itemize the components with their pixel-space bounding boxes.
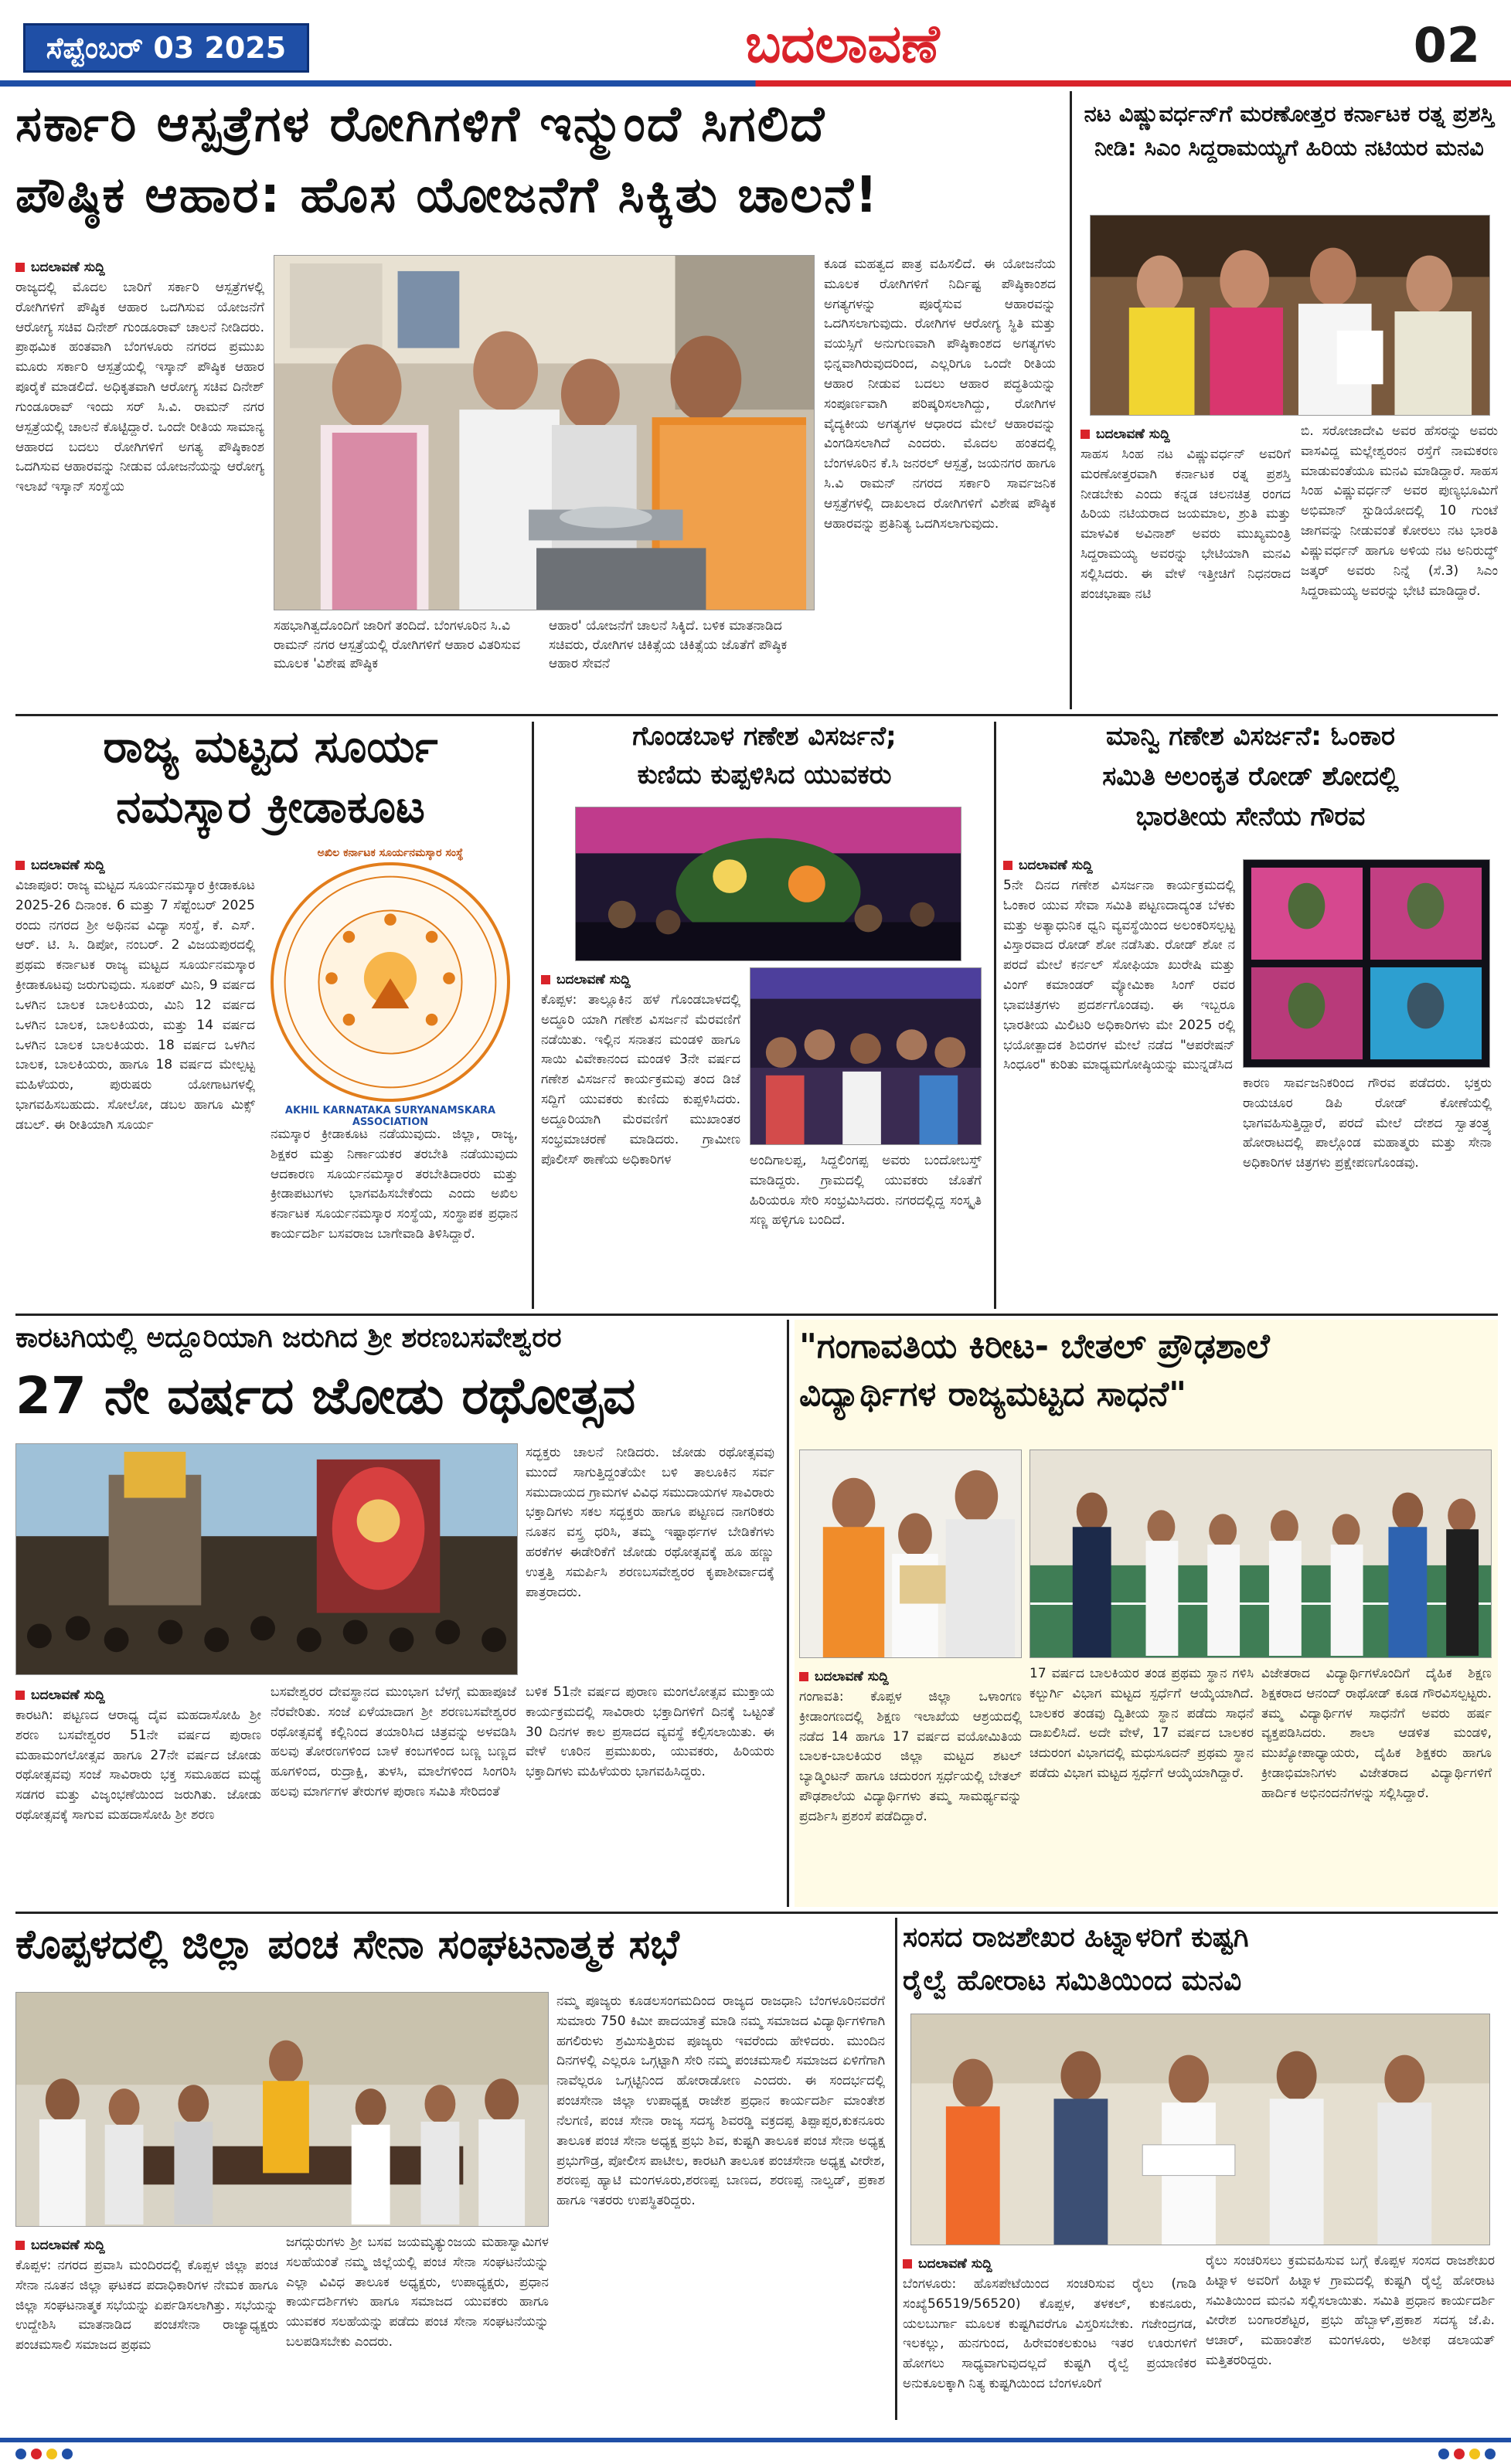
story-surya-text-1: ವಿಜಾಪೂರ: ರಾಜ್ಯ ಮಟ್ಟದ ಸೂರ್ಯನಮಸ್ಕಾರ ಕ್ರೀಡಾಕೂಟ 2025-26 ದಿನಾಂಕ. 6 ಮತ್ತು 7 ಸೆಪ್ಟೆಂಬರ್ 2025 ರಂದು ನಗರದ ಶ್ರೀ ಅಥಿನವ ವಿದ್ಯಾ ಸಂಸ್ಥೆ, ಕೆ. ಎಸ್. ಆರ್. ಟಿ. ಸಿ. ಡಿಪೋ, ನಂಬರ್. 2 ವಿಜಯಪುರದಲ್ಲಿ ಪ್ರಥಮ ಕರ್ನಾಟಕ ರಾಜ್ಯ ಮಟ್ಟದ ಸೂರ್ಯನಮಸ್ಕಾರ ಕ್ರೀಡಾಕೂಟವು ಜರುಗುವುದು. ಸೂಪರ್ ಮಿನಿ, 9 ವರ್ಷದ ಒಳಗಿನ ಬಾಲಕ ಬಾಲಕಿಯರು, ಮಿನಿ 12 ವರ್ಷದ ಒಳಗಿನ ಬಾಲಕ, ಬಾಲಕಿಯರು, ಮತ್ತು 14 ವರ್ಷದ ಒಳಗಿನ ಬಾಲಕ ಬಾಲಕಿಯರು. 18 ವರ್ಷದ ಒಳಗಿನ ಬಾಲಕ, ಬಾಲಕಿಯರು, ಹಾಗೂ 18 ವರ್ಷದ ಮೇಲ್ಪಟ್ಟ ಮಹಿಳೆಯರು, ಪುರುಷರು ಯೋಗಾಟಗಳಲ್ಲಿ ಭಾಗವಹಿಸಬಹುದು. ಸೋಲೋ, ಡಬಲ ಹಾಗೂ ಮಿಕ್ಸ್ ಡಬಲ್. ಈ ರೀತಿಯಾಗಿ ಸೂರ್ಯ (15, 878, 255, 1133)
story-gondabala-col2 (750, 1151, 982, 1306)
photo-minister-serving-food (274, 255, 815, 610)
story-gondabala-text-2: ಅಂದಿಗಾಲಪ್ಪ, ಸಿದ್ದಲಿಂಗಪ್ಪ ಅವರು ಬಂದೋಬಸ್ತ್ ಮಾಡಿದ್ದರು. ಗ್ರಾಮದಲ್ಲಿ ಯುವಕರು ಜೊತೆಗೆ ಹಿರಿಯರೂ ಸೇರಿ ಸಂಭ್ರಮಿಸಿದರು. ನಗರದಲ್ಲಿದ್ದ ಸಂಸ್ಕೃತಿ ಸಣ್ಣ ಹಳ್ಳಿಗೂ ಬಂದಿದೆ. (750, 1153, 982, 1229)
story-hospital-text-3: ಕೂಡ ಮಹತ್ವದ ಪಾತ್ರ ವಹಿಸಲಿದೆ. ಈ ಯೋಜನೆಯ ಮೂಲಕ ರೋಗಿಗಳಿಗೆ ನಿರ್ದಿಷ್ಟ ಪೌಷ್ಠಿಕಾಂಶದ ಅಗತ್ಯಗಳನ್ನು ಪೂರೈಸುವ ಆಹಾರವನ್ನು ಒದಗಿಸಲಾಗುವುದು. ರೋಗಿಗಳ ಆರೋಗ್ಯ ಸ್ಥಿತಿ ಮತ್ತು ವಯಸ್ಸಿಗೆ ಅನುಗುಣವಾಗಿ ಪೌಷ್ಠಿಕಾಂಶದ ಅಗತ್ಯಗಳು ಭಿನ್ನವಾಗಿರುವುದರಿಂದ, ಎಲ್ಲರಿಗೂ ಒಂದೇ ರೀತಿಯ ಆಹಾರ ನೀಡುವ ಬದಲು ಆಹಾರ ಪದ್ಧತಿಯನ್ನು ಸಂಪೂರ್ಣವಾಗಿ ಪರಿಷ್ಕರಿಸಲಾಗಿದ್ದು, ರೋಗಿಗಳ ವೈದ್ಯಕೀಯ ಅಗತ್ಯಗಳ ಆಧಾರದ ಮೇಲೆ ಆಹಾರವನ್ನು ವಿಂಗಡಿಸಲಾಗಿದೆ ಎಂದರು. ಮೊದಲ ಹಂತದಲ್ಲಿ ಬೆಂಗಳೂರಿನ ಕೆ.ಸಿ ಜನರಲ್ ಆಸ್ಪತ್ರೆ, ಜಯನಗರ ಹಾಗೂ ಸಿ.ವಿ ರಾಮನ್ ನಗರದ ಸರ್ಕಾರಿ ಸಾರ್ವಜನಿಕ ಆಸ್ಪತ್ರೆಗಳಲ್ಲಿ ದಾಖಲಾದ ರೋಗಿಗಳಿಗೆ ವಿಶೇಷ ಪೌಷ್ಠಿಕ ಆಹಾರವನ್ನು ಪ್ರತಿನಿತ್ಯ ಒದಗಿಸಲಾಗುವುದು. (824, 257, 1056, 532)
byline-square-icon (903, 2259, 912, 2269)
story-karatagi-col1 (15, 1683, 261, 1904)
story-manvi-headline-3: ಭಾರತೀಯ ಸೇನೆಯ ಗೌರವ (1135, 801, 1366, 832)
story-manvi-col2 (1243, 1074, 1492, 1306)
story-panchsena-col2 (286, 2233, 549, 2417)
byline: ಬದಲಾವಣೆ ಸುದ್ದಿ (799, 1669, 1022, 1684)
story-hospital-text-1: ರಾಜ್ಯದಲ್ಲಿ ಮೊದಲ ಬಾರಿಗೆ ಸರ್ಕಾರಿ ಆಸ್ಪತ್ರೆಗಳಲ್ಲಿ ರೋಗಿಗಳಿಗೆ ಪೌಷ್ಠಿಕ ಆಹಾರ ಒದಗಿಸುವ ಯೋಜನೆಗೆ ಆರೋಗ್ಯ ಸಚಿವ ದಿನೇಶ್ ಗುಂಡೂರಾವ್ ಚಾಲನೆ ನೀಡಿದರು. ಪ್ರಾಥಮಿಕ ಹಂತವಾಗಿ ಬೆಂಗಳೂರು ನಗರದ ಪ್ರಮುಖ ಮೂರು ಸರ್ಕಾರಿ ಆಸ್ಪತ್ರೆಯಲ್ಲಿ ಇಸ್ಕಾನ್ ಪೌಷ್ಠಿಕ ಆಹಾರ ಪೂರೈಕೆ ಮಾಡಲಿದೆ. ಅಧಿಕೃತವಾಗಿ ಆರೋಗ್ಯ ಸಚಿವ ದಿನೇಶ್ ಗುಂಡೂರಾವ್ ಇಂದು ಸರ್ ಸಿ.ವಿ. ರಾಮನ್ ನಗರ ಆಸ್ಪತ್ರೆಯಲ್ಲಿ ಚಾಲನೆ ಕೊಟ್ಟಿದ್ದಾರೆ. ಒಂದೇ ರೀತಿಯ ಸಾಮಾನ್ಯ ಆಹಾರದ ಬದಲು ರೋಗಿಗಳಿಗೆ ಅಗತ್ಯ ಪೌಷ್ಠಿಕಾಂಶ ಒದಗಿಸುವ ಆಹಾರವನ್ನು ನೀಡುವ ಯೋಜನೆಯನ್ನು ಆರೋಗ್ಯ ಇಲಾಖೆ ಇಸ್ಕಾನ್ ಸಂಸ್ಥೆಯ (15, 280, 264, 495)
story-vishnu-col2 (1301, 422, 1498, 706)
story-manvi-col1 (1003, 853, 1235, 1306)
story-hospital-col3 (824, 255, 1056, 703)
story-panchsena-col1 (15, 2233, 278, 2417)
footer-dots-right (1438, 2449, 1496, 2459)
story-surya-col1 (15, 853, 255, 1306)
story-surya-col2 (271, 1125, 518, 1306)
divider-row4 (895, 1918, 897, 2420)
photo-road-show-screens (1243, 859, 1490, 1068)
byline: ಬದಲಾವಣೆ ಸುದ್ದಿ (541, 972, 740, 987)
story-karatagi-text-3: ಬಳಿಕ 51ನೇ ವರ್ಷದ ಪುರಾಣ ಮಂಗಲೋತ್ಸವ ಮುಕ್ತಾಯ ಕಾರ್ಯಕ್ರಮದಲ್ಲಿ ಸಾವಿರಾರು ಭಕ್ತಾದಿಗಳಿಗೆ ದಿನಕ್ಕೆ ಒಟ್ಟಂತೆ 30 ದಿನಗಳ ಕಾಲ ಪ್ರಸಾದದ ವ್ಯವಸ್ಥೆ ಕಲ್ಪಿಸಲಾಯಿತು. ಈ ವೇಳೆ ಊರಿನ ಪ್ರಮುಖರು, ಯುವಕರು, ಹಿರಿಯರು ಭಕ್ತಾದಿಗಳು ಮಹಿಳೆಯರು ಭಾಗವಹಿಸಿದ್ದರು. (526, 1684, 774, 1780)
story-railway-text-2: ರೈಲು ಸಂಚರಿಸಲು ಕ್ರಮವಹಿಸುವ ಬಗ್ಗೆ ಕೊಪ್ಪಳ ಸಂಸದ ರಾಜಶೇಖರ ಹಿಟ್ನಾಳ ಅವರಿಗೆ ಹಿಟ್ನಾಳ ಗ್ರಾಮದಲ್ಲಿ ಕುಷ್ಟಗಿ ರೈಲ್ವೆ ಹೋರಾಟ ಸಮಿತಿಯಿಂದ ಮನವಿ ಸಲ್ಲಿಸಲಾಯಿತು. ಸಮಿತಿ ಪ್ರಧಾನ ಕಾರ್ಯದರ್ಶಿ ವೀರೇಶ ಬಂಗಾರಶೆಟ್ಟರ, ಪ್ರಭು ಹೆಬ್ಬಾಳ್,ಪ್ರಕಾಶ ಸದಸ್ಯ ಜೆ.ಪಿ. ಆಚಾರ್, ಮಹಾಂತೇಶ ಮಂಗಳೂರು, ಅಶೀಫ ಡಲಾಯತ್ ಮತ್ತಿತರರಿದ್ದರು. (1206, 2253, 1495, 2369)
story-gondabala-headline-1: ಗೊಂಡಬಾಳ ಗಣೇಶ ವಿಸರ್ಜನೆ; (632, 722, 897, 752)
divider-row3-bottom (15, 1912, 1498, 1914)
issue-date: ಸೆಪ್ಟೆಂಬರ್ 03 2025 (23, 23, 309, 73)
newspaper-logo: ಬದಲಾವಣೆ (745, 13, 940, 75)
story-railway-col2 (1206, 2252, 1495, 2417)
divider-top (1070, 91, 1072, 709)
byline: ಬದಲಾವಣೆ ಸುದ್ದಿ (1003, 858, 1235, 873)
byline-square-icon (541, 975, 550, 984)
story-karatagi-col3 (526, 1683, 774, 1904)
story-gondabala-ganesha (541, 722, 988, 1309)
surya-logo-text-bottom: AKHIL KARNATAKA SURYANAMSKARA ASSOCIATION (284, 1105, 496, 1128)
story-karatagi-headline-1: ಕಾರಟಗಿಯಲ್ಲಿ ಅದ್ದೂರಿಯಾಗಿ ಜರುಗಿದ ಶ್ರೀ ಶರಣಬಸವೇಶ್ವರರ (15, 1322, 562, 1354)
story-hospital-caption-right: ಆಹಾರ' ಯೋಜನೆಗೆ ಚಾಲನೆ ಸಿಕ್ಕಿದೆ. ಬಳಿಕ ಮಾತನಾಡಿದ ಸಚಿವರು, ರೋಗಿಗಳ ಚಿಕಿತ್ಸೆಯ ಚಿಕಿತ್ಸೆಯ ಜೊತೆಗೆ ಪೌಷ್ಠಿಕ ಆಹಾರ ಸೇವನೆ (549, 618, 788, 672)
masthead (0, 0, 1511, 85)
divider-row2-b (994, 722, 996, 1309)
story-bethel-headline-1: "ಗಂಗಾವತಿಯ ಕಿರೀಟ- ಬೇತಲ್ ಪ್ರೌಢಶಾಲೆ (799, 1327, 1270, 1366)
story-vishnu-col1 (1081, 422, 1291, 706)
story-karatagi-text-top: ಸದ್ಭಕ್ತರು ಚಾಲನೆ ನೀಡಿದರು. ಜೋಡು ರಥೋತ್ಸವವು ಮುಂದೆ ಸಾಗುತ್ತಿದ್ದಂತೆಯೇ ಬಳಿ ತಾಲೂಕಿನ ಸರ್ವ ಸಮುದಾಯದ ಗ್ರಾಮಗಳ ವಿವಿಧ ಸಮುದಾಯಗಳ ಸಾವಿರಾರು ಭಕ್ತಾದಿಗಳು ಸಕಲ ಸದ್ಭಕ್ತರು ಹಾಗೂ ಪಟ್ಟಣದ ನಾಗರಿಕರು ನೂತನ ವಸ್ತ್ರ ಧರಿಸಿ, ತಮ್ಮ ಇಷ್ಟಾರ್ಥಗಳ ಬೇಡಿಕೆಗಳು ಹರಕೆಗಳ ಈಡೇರಿಕೆಗೆ ಜೋಡು ರಥೋತ್ಸವಕ್ಕೆ ಹೂ ಹಣ್ಣು ಉತ್ತತ್ತಿ ಸಮರ್ಪಿಸಿ ಶರಣಬಸವೇಶ್ವರರ ಕೃಪಾಶೀರ್ವಾದಕ್ಕೆ ಪಾತ್ರರಾದರು. (526, 1445, 774, 1600)
story-bethel-headline-2: ವಿದ್ಯಾರ್ಥಿಗಳ ರಾಜ್ಯಮಟ್ಟದ ಸಾಧನೆ" (799, 1375, 1187, 1414)
byline: ಬದಲಾವಣೆ ಸುದ್ದಿ (15, 1687, 261, 1703)
byline-square-icon (799, 1672, 808, 1681)
story-hospital-caption-left: ಸಹಭಾಗಿತ್ವದೊಂದಿಗೆ ಜಾರಿಗೆ ತಂದಿದೆ. ಬೆಂಗಳೂರಿನ ಸಿ.ವಿ ರಾಮನ್ ನಗರ ಆಸ್ಪತ್ರೆಯಲ್ಲಿ ರೋಗಿಗಳಿಗೆ ಆಹಾರ ವಿತರಿಸುವ ಮೂಲಕ 'ವಿಶೇಷ ಪೌಷ್ಠಿಕ (274, 618, 521, 672)
story-bethel-col2 (1029, 1664, 1254, 1904)
footer-dots-left (15, 2449, 73, 2459)
story-panchsena-text-2: ಜಗದ್ಗುರುಗಳು ಶ್ರೀ ಬಸವ ಜಯಮೃತ್ಯುಂಜಯ ಮಹಾಸ್ವಾಮಿಗಳ ಸಲಹೆಯಂತೆ ನಮ್ಮ ಜಿಲ್ಲೆಯಲ್ಲಿ ಪಂಚ ಸೇನಾ ಸಂಘಟನೆಯನ್ನು ಎಲ್ಲಾ ವಿವಿಧ ತಾಲೂಕ ಅಧ್ಯಕ್ಷರು, ಉಪಾಧ್ಯಕ್ಷರು, ಪ್ರಧಾನ ಕಾರ್ಯದರ್ಶಿಗಳು ಹಾಗೂ ಸಮಾಜದ ಯುವಕರು ಹಾಗೂ ಯುವಕರ ಸಲಹೆಯನ್ನು ಪಡೆದು ಪಂಚ ಸೇನಾ ಸಂಘಟನೆಯನ್ನು ಬಲಪಡಿಸಬೇಕು ಎಂದರು. (286, 2235, 549, 2350)
story-railway-headline-2: ರೈಲ್ವೆ ಹೋರಾಟ ಸಮಿತಿಯಿಂದ ಮನವಿ (903, 1965, 1242, 1997)
divider-row2 (15, 1314, 1498, 1316)
page-number: 02 (1413, 17, 1480, 73)
divider-row2-a (532, 722, 534, 1309)
photo-mp-receiving-memorandum (910, 2014, 1490, 2245)
divider-row1 (15, 714, 1498, 716)
byline-square-icon (1003, 861, 1012, 870)
story-koppal-panch-sena (15, 1918, 889, 2420)
story-bethel-text-1: ಗಂಗಾವತಿ: ಕೊಪ್ಪಳ ಜಿಲ್ಲಾ ಒಳಾಂಗಣ ಕ್ರೀಡಾಂಗಣದಲ್ಲಿ ಶಿಕ್ಷಣ ಇಲಾಖೆಯ ಆಶ್ರಯದಲ್ಲಿ ನಡೆದ 14 ಹಾಗೂ 17 ವರ್ಷದ ವಯೋಮಿತಿಯ ಬಾಲಕ-ಬಾಲಕಿಯರ ಜಿಲ್ಲಾ ಮಟ್ಟದ ಶಟಲ್ ಬ್ಯಾಡ್ಮಿಂಟನ್ ಹಾಗೂ ಚದುರಂಗ ಸ್ಪರ್ಧೆಯಲ್ಲಿ ಬೇತಲ್ ಪೌಢಶಾಲೆಯ ವಿದ್ಯಾರ್ಥಿಗಳು ತಮ್ಮ ಸಾಮರ್ಥ್ಯವನ್ನು ಪ್ರದರ್ಶಿಸಿ ಪ್ರಶಂಸೆ ಪಡೆದಿದ್ದಾರೆ. (799, 1689, 1022, 1824)
story-manvi-headline-2: ಸಮಿತಿ ಅಲಂಕೃತ ರೋಡ್ ಶೋದಲ್ಲಿ (1102, 761, 1399, 792)
story-vishnuvardhan (1081, 91, 1498, 709)
story-bethel-text-3: ವಿಜೇತರಾದ ವಿದ್ಯಾರ್ಥಿಗಳೊಂದಿಗೆ ದೈಹಿಕ ಶಿಕ್ಷಣ ಶಿಕ್ಷಕರಾದ ಆನಂದ್ ರಾಥೋಡ್ ಕೂಡ ಗೌರವಿಸಲ್ಪಟ್ಟರು. ತಮ್ಮ ವಿದ್ಯಾರ್ಥಿಗಳ ಸಾಧನೆಗೆ ಅವರು ಹರ್ಷ ವ್ಯಕ್ತಪಡಿಸಿದರು. ಶಾಲಾ ಆಡಳಿತ ಮಂಡಳಿ, ಮುಖ್ಯೋಪಾಧ್ಯಾಯರು, ದೈಹಿಕ ಶಿಕ್ಷಕರು ಹಾಗೂ ಕ್ರೀಡಾಭಿಮಾನಿಗಳು ವಿಜೇತರಾದ ವಿದ್ಯಾರ್ಥಿಗಳಿಗೆ ಹಾರ್ದಿಕ ಅಭಿನಂದನೆಗಳನ್ನು ಸಲ್ಲಿಸಿದ್ದಾರೆ. (1261, 1666, 1492, 1801)
story-panchsena-headline: ಕೊಪ್ಪಳದಲ್ಲಿ ಜಿಲ್ಲಾ ಪಂಚ ಸೇನಾ ಸಂಘಟನಾತ್ಮಕ ಸಭೆ (15, 1922, 679, 1968)
byline: ಬದಲಾವಣೆ ಸುದ್ದಿ (15, 858, 255, 873)
story-surya-text-2: ನಮಸ್ಕಾರ ಕ್ರೀಡಾಕೂಟ ನಡೆಯುವುದು. ಜಿಲ್ಲಾ, ರಾಜ್ಯ, ಶಿಕ್ಷಕರ ಮತ್ತು ನಿರ್ಣಾಯಕರ ತರಬೇತಿ ನಡೆಯುವುದು ಆದಕಾರಣ ಸೂರ್ಯನಮಸ್ಕಾರ ತರಬೇತಿದಾರರು ಮತ್ತು ಕ್ರೀಡಾಪಟುಗಳು ಭಾಗವಹಿಸಬೇಕೆಂದು ಎಂದು ಅಖಿಲ ಕರ್ನಾಟಕ ಸೂರ್ಯನಮಸ್ಕಾರ ಸಂಸ್ಥೆಯ, ಸಂಸ್ಥಾಪಕ ಪ್ರಧಾನ ಕಾರ್ಯದರ್ಶಿ ಬಸವರಾಜ ಬಾಗೇವಾಡಿ ತಿಳಿಸಿದ್ದಾರೆ. (271, 1127, 518, 1242)
story-hospital-nutrition (15, 91, 1063, 709)
story-gangavathi-bethel (795, 1320, 1498, 1907)
story-kushtagi-railway (903, 1918, 1498, 2420)
story-bethel-col1 (799, 1664, 1022, 1904)
photo-youth-dancing (750, 967, 982, 1145)
byline: ಬದಲಾವಣೆ ಸುದ್ದಿ (903, 2256, 1196, 2272)
byline-square-icon (15, 263, 25, 272)
byline: ಬದಲಾವಣೆ ಸುದ್ದಿ (15, 260, 264, 275)
photo-team-badminton-court (1029, 1450, 1492, 1658)
byline-square-icon (15, 1691, 25, 1700)
byline-square-icon (15, 861, 25, 870)
surya-association-logo (271, 862, 510, 1102)
photo-ganesha-procession-night (575, 807, 961, 961)
byline: ಬದಲಾವಣೆ ಸುದ್ದಿ (15, 2238, 278, 2253)
story-hospital-headline-2: ಪೌಷ್ಠಿಕ ಆಹಾರ: ಹೊಸ ಯೋಜನೆಗೆ ಸಿಕ್ಕಿತು ಚಾಲನೆ! (15, 167, 880, 224)
story-manvi-ganesha (1003, 722, 1498, 1309)
story-panchsena-text-1: ಕೊಪ್ಪಳ: ನಗರದ ಪ್ರವಾಸಿ ಮಂದಿರದಲ್ಲಿ ಕೊಪ್ಪಳ ಜಿಲ್ಲಾ ಪಂಚ ಸೇನಾ ನೂತನ ಜಿಲ್ಲಾ ಘಟಕದ ಪದಾಧಿಕಾರಿಗಳ ನೇಮಕ ಹಾಗೂ ಜಿಲ್ಲಾ ಸಂಘಟನಾತ್ಮಕ ಸಭೆಯನ್ನು ಏರ್ಪಡಿಸಲಾಗಿತ್ತು. ಸಭೆಯನ್ನು ಉದ್ದೇಶಿಸಿ ಮಾತನಾಡಿದ ಪಂಚಸೇನಾ ರಾಜ್ಯಾಧ್ಯಕ್ಷರು ಪಂಚಮಸಾಲಿ ಸಮಾಜದ ಪ್ರಥಮ (15, 2258, 278, 2354)
story-surya-headline-2: ನಮಸ್ಕಾರ ಕ್ರೀಡಾಕೂಟ (116, 780, 425, 833)
story-gondabala-headline-2: ಕುಣಿದು ಕುಪ್ಪಳಿಸಿದ ಯುವಕರು (637, 760, 892, 790)
story-hospital-headline-1: ಸರ್ಕಾರಿ ಆಸ್ಪತ್ರೆಗಳ ರೋಗಿಗಳಿಗೆ ಇನ್ಮುಂದೆ ಸಿಗಲಿದೆ (15, 96, 826, 153)
story-karatagi-text-2: ಬಸವೇಶ್ವರರ ದೇವಸ್ಥಾನದ ಮುಂಭಾಗ ಬೆಳಗ್ಗೆ ಮಹಾಪೂಜೆ ನೆರವೇರಿತು. ಸಂಜೆ ಏಳೆಯಾದಾಗ ಶ್ರೀ ಶರಣಬಸವೇಶ್ವರರ ರಥೋತ್ಸವಕ್ಕೆ ಕಲ್ಲಿನಿಂದ ತಯಾರಿಸಿದ ಚಿತ್ರವನ್ನು ಅಳವಡಿಸಿ ಹಲವು ತೋರಣಗಳಿಂದ ಬಾಳೆ ಕಂಬಗಳಿಂದ ಬಣ್ಣ ಬಣ್ಣದ ಹೂಗಳಿಂದ, ರುದ್ರಾಕ್ಷಿ, ತುಳಸಿ, ಮಾಲೆಗಳಿಂದ ಸಿಂಗರಿಸಿ ಹಲವು ಮಾರ್ಗಗಳ ತೇರುಗಳ ಪುರಾಣ ಸಮಿತಿ ಸೇರಿದಂತೆ (271, 1684, 516, 1800)
story-vishnu-text-1: ಸಾಹಸ ಸಿಂಹ ನಟ ವಿಷ್ಣುವರ್ಧನ್ ಅವರಿಗೆ ಮರಣೋತ್ತರವಾಗಿ ಕರ್ನಾಟಕ ರತ್ನ ಪ್ರಶಸ್ತಿ ನೀಡಬೇಕು ಎಂದು ಕನ್ನಡ ಚಲನಚಿತ್ರ ರಂಗದ ಹಿರಿಯ ನಟಿಯರಾದ ಜಯಮಾಲ, ಶ್ರುತಿ ಮತ್ತು ಮಾಳವಿಕ ಅವಿನಾಶ್ ಅವರು ಮುಖ್ಯಮಂತ್ರಿ ಸಿದ್ದರಾಮಯ್ಯ ಅವರನ್ನು ಭೇಟಿಯಾಗಿ ಮನವಿ ಸಲ್ಲಿಸಿದರು. ಈ ವೇಳೆ ಇತ್ತೀಚಿಗೆ ನಿಧನರಾದ ಪಂಚಭಾಷಾ ನಟಿ (1081, 447, 1291, 602)
story-karatagi-col-right-top (526, 1443, 774, 1675)
story-bethel-col3 (1261, 1664, 1492, 1904)
footer-rule (0, 2438, 1511, 2442)
divider-row3 (787, 1320, 789, 1907)
photo-student-certificate (799, 1450, 1022, 1658)
story-manvi-text-1: 5ನೇ ದಿನದ ಗಣೇಶ ವಿಸರ್ಜನಾ ಕಾರ್ಯಕ್ರಮದಲ್ಲಿ ಓಂಕಾರ ಯುವ ಸೇವಾ ಸಮಿತಿ ಪಟ್ಟಣದಾದ್ಯಂತ ಬೆಳಕು ಮತ್ತು ಅತ್ಯಾಧುನಿಕ ಧ್ವನಿ ವ್ಯವಸ್ಥೆಯಿಂದ ಅಲಂಕರಿಸಲ್ಪಟ್ಟ ವಿಸ್ತಾರವಾದ ರೋಡ್ ಶೋ ನಡೆಸಿತು. ರೋಡ್ ಶೋ ನ ಪರದೆ ಮೇಲೆ ಕರ್ನಲ್ ಸೋಫಿಯಾ ಖುರೇಷಿ ಮತ್ತು ವಿಂಗ್ ಕಮಾಂಡರ್ ವ್ಯೋಮಿಕಾ ಸಿಂಗ್ ರವರ ಭಾವಚಿತ್ರಗಳು ಪ್ರದರ್ಶಗೊಂಡವು. ಈ ಇಬ್ಬರೂ ಭಾರತೀಯ ಮಿಲಿಟರಿ ಅಧಿಕಾರಿಗಳು ಮೇ 2025 ರಲ್ಲಿ ಭಯೋತ್ಪಾದಕ ಶಿಬಿರಗಳ ಮೇಲೆ ನಡೆದ "ಆಪರೇಷನ್ ಸಿಂಧೂರ" ಕುರಿತು ಮಾಧ್ಯಮಗೋಷ್ಠಿಯನ್ನು ಮುನ್ನಡೆಸಿದ (1003, 878, 1235, 1073)
photo-actresses-with-cm (1090, 215, 1490, 416)
story-karatagi-col2 (271, 1683, 516, 1904)
photo-meeting-hall (15, 1992, 549, 2227)
story-surya-namaskara (15, 722, 526, 1309)
story-vishnu-text-2: ಬಿ. ಸರೋಜಾದೇವಿ ಅವರ ಹೆಸರನ್ನು ಅವರು ವಾಸವಿದ್ದ ಮಲ್ಲೇಶ್ವರಂನ ರಸ್ತೆಗೆ ನಾಮಕರಣ ಮಾಡುವಂತೆಯೂ ಮನವಿ ಮಾಡಿದ್ದಾರೆ. ಸಾಹಸ ಸಿಂಹ ವಿಷ್ಣುವರ್ಧನ್ ಅವರ ಪುಣ್ಯಭೂಮಿಗೆ ಅಭಿಮಾನ್ ಸ್ಟುಡಿಯೋದಲ್ಲಿ 10 ಗುಂಟೆ ಜಾಗವನ್ನು ನೀಡುವಂತೆ ಕೋರಲು ನಟ ಭಾರತಿ ವಿಷ್ಣುವರ್ಧನ್ ಹಾಗೂ ಅಳಿಯ ನಟ ಅನಿರುದ್ಧ್ ಜತ್ಕರ್ ಅವರು ನಿನ್ನೆ (ಸೆ.3) ಸಿಎಂ ಸಿದ್ದರಾಮಯ್ಯ ಅವರನ್ನು ಭೇಟಿ ಮಾಡಿದ್ದಾರೆ. (1301, 423, 1498, 599)
story-vishnu-headline: ನಟ ವಿಷ್ಣುವರ್ಧನ್‌ಗೆ ಮರಣೋತ್ತರ ಕರ್ನಾಟಕ ರತ್ನ ಪ್ರಶಸ್ತಿ ನೀಡಿ: ಸಿಎಂ ಸಿದ್ದರಾಮಯ್ಯಗೆ ಹಿರಿಯ ನಟಿಯರ ಮನವಿ (1084, 100, 1495, 161)
masthead-rule (0, 80, 1511, 87)
photo-chariot-crowd (15, 1443, 518, 1675)
story-railway-headline-1: ಸಂಸದ ರಾಜಶೇಖರ ಹಿಟ್ನಾಳರಿಗೆ ಕುಷ್ಟಗಿ (903, 1922, 1249, 1953)
story-railway-col1 (903, 2252, 1196, 2417)
story-gondabala-text-1: ಕೊಪ್ಪಳ: ತಾಲ್ಲೂಕಿನ ಹಳೆ ಗೊಂಡಬಾಳದಲ್ಲಿ ಅದ್ಧೂರಿ ಯಾಗಿ ಗಣೇಶ ವಿಸರ್ಜನೆ ಮೆರವಣಿಗೆ ನಡೆಯಿತು. ಇಲ್ಲಿನ ಸನಾತನ ಮಂಡಳಿ ಹಾಗೂ ಸಾಯಿ ವಿವೇಕಾನಂದ ಮಂಡಳಿ 3ನೇ ವರ್ಷದ ಗಣೇಶ ವಿಸರ್ಜನೆ ಕಾರ್ಯಕ್ರಮವು ತಂದ ಡಿಜೆ ಸದ್ದಿಗೆ ಯುವಕರು ಕುಣಿದು ಕುಪ್ಪಳಿಸಿದರು. ಅದ್ದೂರಿಯಾಗಿ ಮೆರವಣಿಗೆ ಮುಖಾಂತರ ಸಂಭ್ರಮಾಚರಣೆ ಮಾಡಿದರು. ಗ್ರಾಮೀಣ ಪೊಲೀಸ್ ಠಾಣೆಯ ಅಧಿಕಾರಿಗಳ (541, 992, 740, 1167)
story-panchsena-col-right (556, 1992, 885, 2417)
story-manvi-text-2: ಕಾರಣ ಸಾರ್ವಜನಿಕರಿಂದ ಗೌರವ ಪಡೆದರು. ಭಕ್ತರು ರಾಯಚೂರ ಡಿಪಿ ರೋಡ್ ಕೋಣೆಯಲ್ಲಿ ಭಾಗವಹಿಸುತ್ತಿದ್ದಾರೆ, ಪರದೆ ಮೇಲೆ ದೇಶದ ಸ್ವಾತಂತ್ರ್ಯ ಹೋರಾಟದಲ್ಲಿ ಪಾಲ್ಗೊಂಡ ಮಹಾತ್ಮರು ಮತ್ತು ಸೇನಾ ಅಧಿಕಾರಿಗಳ ಚಿತ್ರಗಳು ಪ್ರಕ್ಷೇಪಣಗೊಂಡವು. (1243, 1076, 1492, 1171)
surya-logo-text-top: ಅಖಿಲ ಕರ್ನಾಟಕ ಸೂರ್ಯನಮಸ್ಕಾರ ಸಂಸ್ಥೆ (317, 847, 464, 859)
byline-square-icon (1081, 430, 1090, 439)
story-surya-headline-1: ರಾಜ್ಯ ಮಟ್ಟದ ಸೂರ್ಯ (103, 722, 438, 773)
story-gondabala-col1 (541, 967, 740, 1306)
story-hospital-col1 (15, 255, 264, 703)
byline-square-icon (15, 2241, 25, 2250)
story-panchsena-text-right: ನಮ್ಮ ಪೂಜ್ಯರು ಕೂಡಲಸಂಗಮದಿಂದ ರಾಜ್ಯದ ರಾಜಧಾನಿ ಬೆಂಗಳೂರಿನವರೆಗೆ ಸುಮಾರು 750 ಕಿಮೀ ಪಾದಯಾತ್ರೆ ಮಾಡಿ ನಮ್ಮ ಸಮಾಜದ ವಿದ್ಯಾರ್ಥಿಗಳಿಗಾಗಿ ಹಗಲಿರುಳು ಶ್ರಮಿಸುತ್ತಿರುವ ಪೂಜ್ಯರು ಇವರೆಂದು ಹೇಳಿದರು. ಮುಂದಿನ ದಿನಗಳಲ್ಲಿ ಎಲ್ಲರೂ ಒಗ್ಗಟ್ಟಾಗಿ ಸೇರಿ ನಮ್ಮ ಪಂಚಮಸಾಲಿ ಸಮಾಜದ ಏಳಿಗೆಗಾಗಿ ನಾವೆಲ್ಲರೂ ಒಗ್ಗಟ್ಟಿನಿಂದ ಹೋರಾಡೋಣ ಎಂದರು. ಈ ಸಂದರ್ಭದಲ್ಲಿ ಪಂಚಸೇನಾ ಜಿಲ್ಲಾ ಉಪಾಧ್ಯಕ್ಷ ರಾಜೇಶ ಪ್ರಧಾನ ಕಾರ್ಯದರ್ಶಿ ಮಾಂತೇಶ ನೆಲಗಣಿ, ಪಂಚ ಸೇನಾ ರಾಜ್ಯ ಸದಸ್ಯ ಶಿವರಡ್ಡಿ ವಕ್ರದಪ್ಪ ತಿಪ್ಪಾಪ್ಪರ,ಕುಕನೂರು ತಾಲೂಕ ಪಂಚ ಸೇನಾ ಅಧ್ಯಕ್ಷ ಪ್ರಭು ಶಿವ, ಕುಷ್ಟಗಿ ತಾಲೂಕ ಪಂಚ ಸೇನಾ ಅಧ್ಯಕ್ಷ ಪ್ರಭುಗೌಡ್ರ, ಪೋಲೀಸ ಪಾಟೀಲ, ಕಾರಟಗಿ ತಾಲೂಕ ಪಂಚಸೇನಾ ಅಧ್ಯಕ್ಷ ವೀರೇಶ, ಶರಣಪ್ಪ ಹ್ಯಾಟಿ ಮಂಗಳೂರು,ಶರಣಪ್ಪ ಬಾಣದ, ಶರಣಪ್ಪ ನಾಲ್ವಡ್, ಪ್ರಕಾಶ ಹಾಗೂ ಇತರರು ಉಪಸ್ಥಿತರಿದ್ದರು. (556, 1993, 885, 2209)
story-karatagi-text-1: ಕಾರಟಗಿ: ಪಟ್ಟಣದ ಆರಾಧ್ಯ ದೈವ ಮಹದಾಸೋಹಿ ಶ್ರೀ ಶರಣ ಬಸವೇಶ್ವರರ 51ನೇ ವರ್ಷದ ಪುರಾಣ ಮಹಾಮಂಗಲೋತ್ಸವ ಹಾಗೂ 27ನೇ ವರ್ಷದ ಜೋಡು ರಥೋತ್ಸವವು ಸಂಜೆ ಸಾವಿರಾರು ಭಕ್ತ ಸಮೂಹದ ಮಧ್ಯೆ ಸಡಗರ ಮತ್ತು ವಿಜೃಂಭಣೆಯಿಂದ ಜರುಗಿತು. ಜೋಡು ರಥೋತ್ಸವಕ್ಕೆ ಸಾಗುವ ಮಹದಾಸೋಹಿ ಶ್ರೀ ಶರಣ (15, 1708, 261, 1823)
story-bethel-text-2: 17 ವರ್ಷದ ಬಾಲಕಿಯರ ತಂಡ ಪ್ರಥಮ ಸ್ಥಾನ ಗಳಿಸಿ ಕಲ್ಬುರ್ಗಿ ವಿಭಾಗ ಮಟ್ಟದ ಸ್ಪರ್ಧೆಗೆ ಆಯ್ಕೆಯಾಗಿದೆ. ಬಾಲಕರ ತಂಡವು ದ್ವಿತೀಯ ಸ್ಥಾನ ಪಡೆದು ಸಾಧನೆ ದಾಖಲಿಸಿದೆ. ಅದೇ ವೇಳೆ, 17 ವರ್ಷದ ಬಾಲಕರ ಚದುರಂಗ ವಿಭಾಗದಲ್ಲಿ ಮಧುಸೂದನ್ ಪ್ರಥಮ ಸ್ಥಾನ ಪಡೆದು ವಿಭಾಗ ಮಟ್ಟದ ಸ್ಪರ್ಧೆಗೆ ಆಯ್ಕೆಯಾಗಿದ್ದಾರೆ. (1029, 1666, 1254, 1782)
story-karatagi-headline-2: 27 ನೇ ವರ್ಷದ ಜೋಡು ರಥೋತ್ಸವ (15, 1366, 636, 1426)
story-manvi-headline-1: ಮಾನ್ವಿ ಗಣೇಶ ವಿಸರ್ಜನೆ: ಓಂಕಾರ (1106, 722, 1395, 752)
story-railway-text-1: ಬೆಂಗಳೂರು: ಹೊಸಪೇಟೆಯಿಂದ ಸಂಚರಿಸುವ ರೈಲು (ಗಾಡಿ ಸಂಖ್ಯೆ56519/56520) ಕೊಪ್ಪಳ, ತಳಕಲ್, ಕುಕನೂರು, ಯಲಬುರ್ಗಾ ಮೂಲಕ ಕುಷ್ಟಗಿವರೆಗೂ ವಿಸ್ತರಿಸಬೇಕು. ಗಜೇಂದ್ರಗಡ, ಇಲಕಲ್ಲು, ಹುನಗುಂದ, ಹಿರೇವಂಕಲಕುಂಟ ಇತರ ಊರುಗಳಿಗೆ ಹೋಗಲು ಸಾಧ್ಯವಾಗುವುದಲ್ಲದೆ ಕುಷ್ಟಗಿ ರೈಲ್ವೆ ಪ್ರಯಾಣಿಕರ ಅನುಕೂಲಕ್ಕಾಗಿ ನಿತ್ಯ ಕುಷ್ಟಗಿಯಿಂದ ಬೆಂಗಳೂರಿಗೆ (903, 2276, 1196, 2392)
byline: ಬದಲಾವಣೆ ಸುದ್ದಿ (1081, 427, 1291, 442)
story-karatagi-rathotsava (15, 1320, 781, 1907)
